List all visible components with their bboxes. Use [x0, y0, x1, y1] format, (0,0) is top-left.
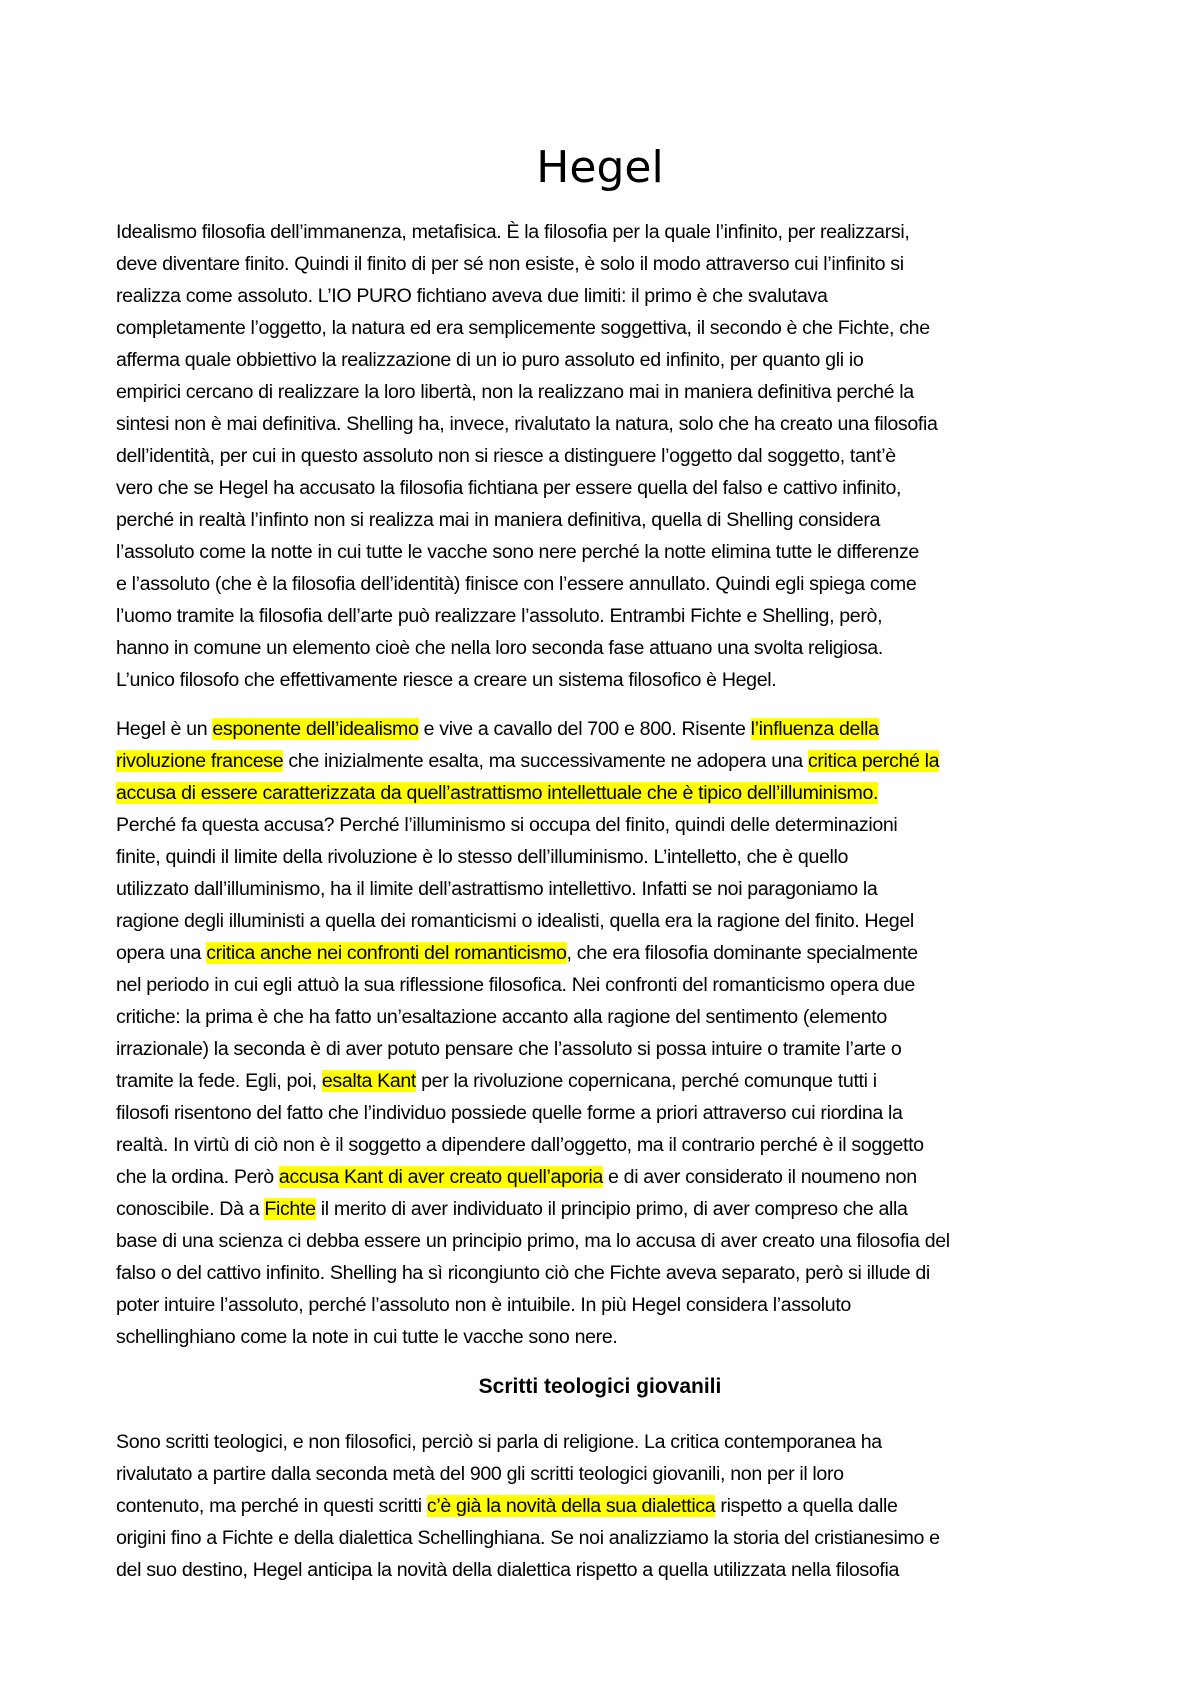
- text-line: [116, 1490, 1101, 1522]
- highlighted-text: esponente dell’idealismo: [212, 718, 419, 740]
- paragraph-hegel: [116, 713, 1101, 1353]
- text-line: perché in realtà l’infinto non si realizza mai in maniera definitiva, quella di Shelling considera: [116, 509, 881, 531]
- text-line: origini fino a Fichte e della dialettica Schellinghiana. Se noi analizziamo la storia del cristianesimo e: [116, 1527, 940, 1549]
- text-line: finite, quindi il limite della rivoluzione è lo stesso dell’illuminismo. L’intelletto, che è quello: [116, 846, 849, 868]
- highlighted-text: c’è già la novità della sua dialettica: [426, 1495, 716, 1517]
- text-line: [116, 937, 1101, 969]
- text-line: afferma quale obbiettivo la realizzazione di un io puro assoluto ed infinito, per quanto gli io: [116, 349, 864, 371]
- text-line: Idealismo filosofia dell’immanenza, metafisica. È la filosofia per la quale l’infinito, per realizzarsi,: [116, 221, 910, 243]
- text-line: del suo destino, Hegel anticipa la novità della dialettica rispetto a quella utilizzata nella filosofia: [116, 1559, 900, 1581]
- page-title: Hegel: [536, 142, 664, 193]
- text-line: nel periodo in cui egli attuò la sua riflessione filosofica. Nei confronti del romanticismo opera due: [116, 974, 915, 996]
- text-line: schellinghiano come la note in cui tutte le vacche sono nere.: [116, 1326, 618, 1348]
- text-run: opera una: [116, 942, 207, 964]
- text-line: [116, 777, 1101, 809]
- text-run: per la rivoluzione copernicana, perché comunque tutti i: [416, 1070, 877, 1092]
- text-run: tramite la fede. Egli, poi,: [116, 1070, 322, 1092]
- text-line: [116, 1193, 1101, 1225]
- text-run: e di aver considerato il noumeno non: [602, 1166, 917, 1188]
- text-line: completamente l’oggetto, la natura ed era semplicemente soggettiva, il secondo è che Fichte, che: [116, 317, 930, 339]
- text-line: [116, 713, 1101, 745]
- text-line: empirici cercano di realizzare la loro libertà, non la realizzano mai in maniera definitiva perché la: [116, 381, 914, 403]
- text-line: deve diventare finito. Quindi il finito di per sé non esiste, è solo il modo attraverso cui l’infinito si: [116, 253, 904, 275]
- paragraph-intro: [116, 216, 1101, 696]
- text-line: vero che se Hegel ha accusato la filosofia fichtiana per essere quella del falso e cattivo infinito,: [116, 477, 902, 499]
- text-line: rivalutato a partire dalla seconda metà del 900 gli scritti teologici giovanili, non per il loro: [116, 1463, 844, 1485]
- text-line: Sono scritti teologici, e non filosofici, perciò si parla di religione. La critica contemporanea ha: [116, 1431, 882, 1453]
- highlighted-text: critica anche nei confronti del romanticismo: [206, 942, 567, 964]
- section-heading: Scritti teologici giovanili: [478, 1375, 722, 1398]
- text-line: falso o del cattivo infinito. Shelling ha sì ricongiunto ciò che Fichte aveva separato, però si illude di: [116, 1262, 930, 1284]
- text-run: il merito di aver individuato il principio primo, di aver compreso che alla: [315, 1198, 908, 1220]
- text-line: hanno in comune un elemento cioè che nella loro seconda fase attuano una svolta religiosa.: [116, 637, 883, 659]
- text-line: [116, 1065, 1101, 1097]
- text-line: sintesi non è mai definitiva. Shelling ha, invece, rivalutato la natura, solo che ha creato una filosofia: [116, 413, 938, 435]
- paragraph-scritti: [116, 1426, 1101, 1586]
- highlighted-text: Fichte: [264, 1198, 316, 1220]
- highlighted-text: rivoluzione francese: [116, 750, 284, 772]
- highlighted-text: esalta Kant: [321, 1070, 417, 1092]
- text-run: contenuto, ma perché in questi scritti: [116, 1495, 427, 1517]
- text-run: conoscibile. Dà a: [116, 1198, 265, 1220]
- text-run: che la ordina. Però: [116, 1166, 279, 1188]
- highlighted-text: accusa di essere caratterizzata da quell’astrattismo intellettuale che è tipico dell’illuminismo.: [116, 782, 879, 804]
- text-line: [116, 745, 1101, 777]
- text-run: e vive a cavallo del 700 e 800. Risente: [418, 718, 751, 740]
- text-line: poter intuire l’assoluto, perché l’assoluto non è intuibile. In più Hegel considera l’assoluto: [116, 1294, 851, 1316]
- text-run: che inizialmente esalta, ma successivamente ne adopera una: [283, 750, 808, 772]
- highlighted-text: l’influenza della: [750, 718, 879, 740]
- text-line: utilizzato dall’illuminismo, ha il limite dell’astrattismo intellettivo. Infatti se noi paragoniamo la: [116, 878, 878, 900]
- text-line: irrazionale) la seconda è di aver potuto pensare che l’assoluto si possa intuire o tramite l’arte o: [116, 1038, 902, 1060]
- text-line: l’uomo tramite la filosofia dell’arte può realizzare l’assoluto. Entrambi Fichte e Shelling, però,: [116, 605, 883, 627]
- highlighted-text: critica perché la: [807, 750, 940, 772]
- text-line: [116, 1161, 1101, 1193]
- text-run: Hegel è un: [116, 718, 213, 740]
- text-line: filosofi risentono del fatto che l’individuo possiede quelle forme a priori attraverso cui riordina la: [116, 1102, 903, 1124]
- text-line: Perché fa questa accusa? Perché l’illuminismo si occupa del finito, quindi delle determinazioni: [116, 814, 898, 836]
- text-run: rispetto a quella dalle: [715, 1495, 898, 1517]
- text-line: base di una scienza ci debba essere un principio primo, ma lo accusa di aver creato una filosofia del: [116, 1230, 950, 1252]
- text-run: , che era filosofia dominante specialmente: [566, 942, 918, 964]
- text-line: l’assoluto come la notte in cui tutte le vacche sono nere perché la notte elimina tutte le differenze: [116, 541, 919, 563]
- text-line: ragione degli illuministi a quella dei romanticismi o idealisti, quella era la ragione del finito. Hegel: [116, 910, 914, 932]
- text-line: critiche: la prima è che ha fatto un’esaltazione accanto alla ragione del sentimento (elemento: [116, 1006, 887, 1028]
- text-line: L’unico filosofo che effettivamente riesce a creare un sistema filosofico è Hegel.: [116, 669, 777, 691]
- text-line: realtà. In virtù di ciò non è il soggetto a dipendere dall’oggetto, ma il contrario perché è il soggetto: [116, 1134, 924, 1156]
- text-line: dell’identità, per cui in questo assoluto non si riesce a distinguere l’oggetto dal soggetto, tant’è: [116, 445, 896, 467]
- highlighted-text: accusa Kant di aver creato quell’aporia: [278, 1166, 603, 1188]
- text-line: realizza come assoluto. L’IO PURO fichtiano aveva due limiti: il primo è che svalutava: [116, 285, 828, 307]
- text-line: e l’assoluto (che è la filosofia dell’identità) finisce con l’essere annullato. Quindi egli spiega come: [116, 573, 917, 595]
